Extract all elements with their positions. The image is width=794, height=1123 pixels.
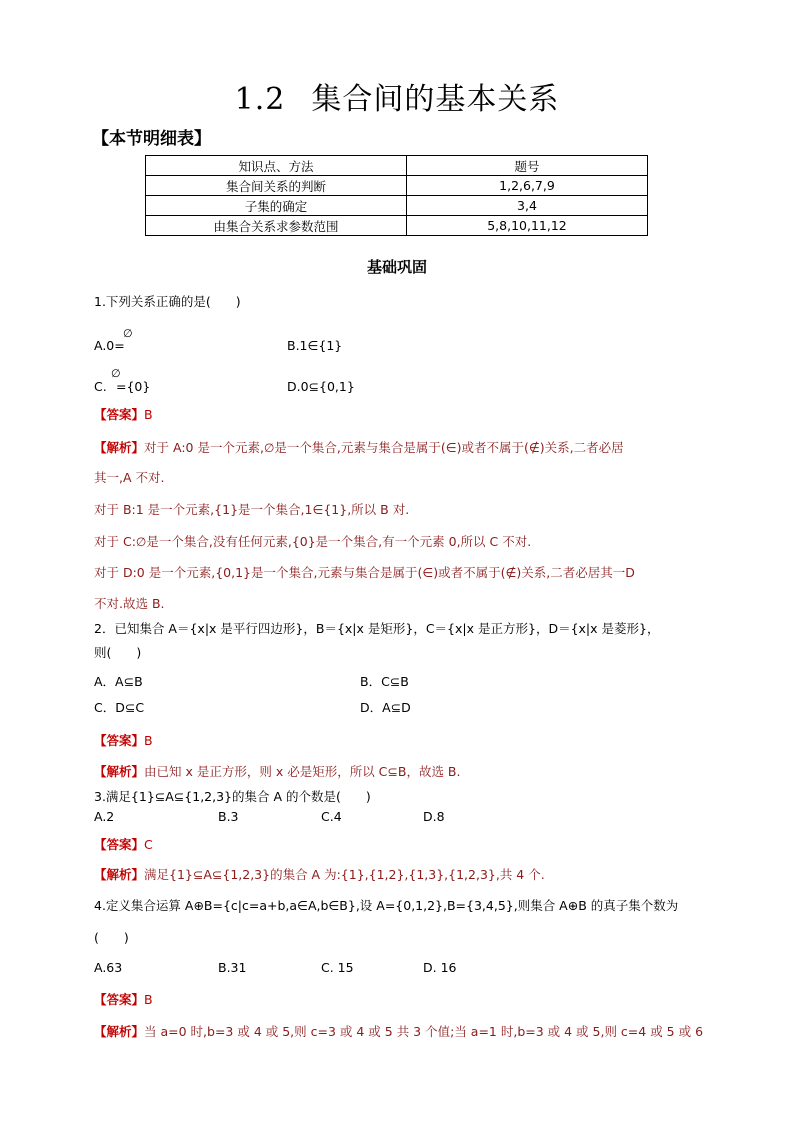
q2-option-b: B．C⊆B <box>360 674 409 689</box>
q2-analysis <box>94 762 460 780</box>
answer-value: B <box>144 733 153 748</box>
table-row <box>146 176 648 196</box>
empty-set-symbol: ∅ <box>263 441 275 455</box>
table-header-cell: 题号 <box>407 156 648 176</box>
section-label: 【本节明细表】 <box>92 129 211 149</box>
title-text: 集合间的基本关系 <box>311 82 560 117</box>
section-heading: 基础巩固 <box>366 258 427 276</box>
table-row <box>146 196 648 216</box>
q2-option-a: A．A⊆B <box>94 674 143 689</box>
answer-value: B <box>144 992 153 1007</box>
question-1-stem: 1.下列关系正确的是( ) <box>94 294 241 309</box>
q1-analysis-line-2: 其一,A 不对. <box>94 470 165 485</box>
q3-option-a: A.2 <box>94 809 115 824</box>
table-header-row <box>146 156 648 176</box>
q4-option-b: B.31 <box>218 960 247 975</box>
q1-option-d: D.0⊆{0,1} <box>287 379 355 394</box>
q1-analysis-line-4 <box>94 532 531 550</box>
q1-option-c-prefix: C. <box>94 379 107 394</box>
q4-option-d: D. 16 <box>423 960 457 975</box>
q3-analysis <box>94 865 545 883</box>
q4-analysis <box>94 1022 703 1040</box>
q1-analysis-text: 是一个集合,没有任何元素,{0}是一个集合,有一个元素 0,所以 C 不对. <box>146 534 532 549</box>
question-4-stem-2: ( ) <box>94 930 129 945</box>
q3-option-c: C.4 <box>321 809 342 824</box>
empty-set-symbol: ∅ <box>123 327 133 340</box>
q1-option-c <box>94 379 107 394</box>
table-cell: 5,8,10,11,12 <box>407 216 648 236</box>
q3-answer <box>94 835 153 853</box>
analysis-tag: 【解析】 <box>94 867 145 882</box>
q1-analysis-line-3: 对于 B:1 是一个元素,{1}是一个集合,1∈{1},所以 B 对. <box>94 502 410 517</box>
q1-analysis-line-1 <box>94 438 624 456</box>
analysis-tag: 【解析】 <box>94 764 145 779</box>
question-3-stem: 3.满足{1}⊆A⊆{1,2,3}的集合 A 的个数是( ) <box>94 789 371 804</box>
answer-tag: 【答案】 <box>94 733 145 748</box>
table-cell: 由集合关系求参数范围 <box>146 216 407 236</box>
table-cell: 3,4 <box>407 196 648 216</box>
q1-answer <box>94 405 153 423</box>
empty-set-symbol: ∅ <box>111 367 121 380</box>
q1-analysis-line-5: 对于 D:0 是一个元素,{0,1}是一个集合,元素与集合是属于(∈)或者不属于(∉)关系,二者必居其一D <box>94 565 635 580</box>
question-2-stem: 2．已知集合 A＝{x|x 是平行四边形}，B＝{x|x 是矩形}，C＝{x|x 是正方形}，D＝{x|x 是菱形}， <box>94 621 660 636</box>
q4-option-c: C. 15 <box>321 960 354 975</box>
answer-tag: 【答案】 <box>94 837 145 852</box>
table-cell: 1,2,6,7,9 <box>407 176 648 196</box>
q1-option-a-text: A.0= <box>94 338 125 353</box>
title-number: 1.2 <box>234 82 286 117</box>
table-row <box>146 216 648 236</box>
detail-table <box>145 155 648 236</box>
q2-answer <box>94 731 153 749</box>
q1-analysis-text: 对于 A:0 是一个元素, <box>144 440 264 455</box>
q4-answer <box>94 990 153 1008</box>
answer-value: B <box>144 407 153 422</box>
q4-analysis-text: 当 a=0 时,b=3 或 4 或 5,则 c=3 或 4 或 5 共 3 个值;当 a=1 时,b=3 或 4 或 5,则 c=4 或 5 或 6 <box>144 1024 704 1039</box>
empty-set-symbol: ∅ <box>135 535 147 549</box>
table-cell: 子集的确定 <box>146 196 407 216</box>
q2-option-c: C．D⊆C <box>94 700 145 715</box>
q3-analysis-text: 满足{1}⊆A⊆{1,2,3}的集合 A 为:{1},{1,2},{1,3},{1,2,3},共 4 个. <box>144 867 545 882</box>
question-2-stem-2: 则( ) <box>94 645 142 660</box>
table-header-cell: 知识点、方法 <box>146 156 407 176</box>
answer-tag: 【答案】 <box>94 992 145 1007</box>
analysis-tag: 【解析】 <box>94 1024 145 1039</box>
q1-option-b: B.1∈{1} <box>287 338 343 353</box>
q1-analysis-text: 对于 C: <box>94 534 136 549</box>
q1-analysis-line-6: 不对.故选 B. <box>94 596 165 611</box>
question-4-stem: 4.定义集合运算 A⊕B={c|c=a+b,a∈A,b∈B},设 A={0,1,2},B={3,4,5},则集合 A⊕B 的真子集个数为 <box>94 898 679 913</box>
answer-value: C <box>144 837 153 852</box>
table-cell: 集合间关系的判断 <box>146 176 407 196</box>
analysis-tag: 【解析】 <box>94 440 145 455</box>
q2-option-d: D．A⊆D <box>360 700 411 715</box>
answer-tag: 【答案】 <box>94 407 145 422</box>
q3-option-b: B.3 <box>218 809 239 824</box>
q3-option-d: D.8 <box>423 809 445 824</box>
q1-option-c-suffix: ={0} <box>116 379 151 394</box>
q1-analysis-text: 是一个集合,元素与集合是属于(∈)或者不属于(∉)关系,二者必居 <box>274 440 624 455</box>
q2-analysis-text: 由已知 x 是正方形，则 x 必是矩形，所以 C⊆B，故选 B. <box>144 764 461 779</box>
page-title <box>0 74 794 118</box>
q4-option-a: A.63 <box>94 960 123 975</box>
q1-option-a <box>94 338 125 353</box>
